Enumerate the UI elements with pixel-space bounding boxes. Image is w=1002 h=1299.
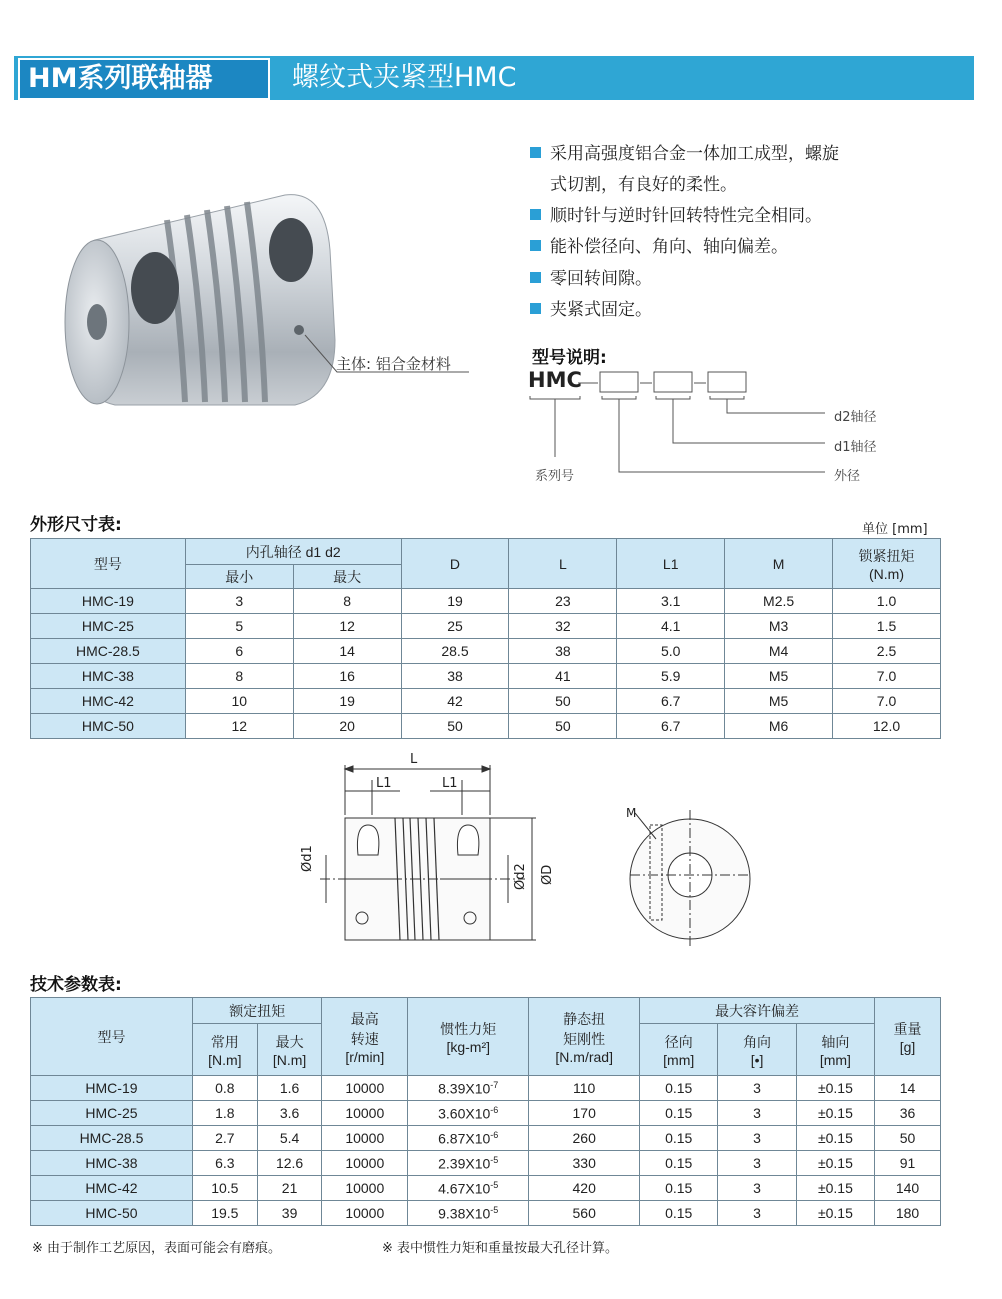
cell: 41 (509, 664, 617, 689)
cell: 0.15 (640, 1151, 718, 1176)
cell: ±0.15 (796, 1176, 874, 1201)
cell: 260 (529, 1126, 640, 1151)
col-header-speed: 最高 转速 [r/min] (322, 998, 408, 1076)
feature-item-4: 零回转间隙。 (530, 264, 652, 289)
col-header-bore-max: 最大 (293, 565, 401, 589)
header-title-left: HM系列联轴器 (20, 60, 268, 98)
cell-model: HMC-38 (31, 1151, 193, 1176)
bullet-icon (530, 147, 541, 158)
cell-inertia: $9.38X10^{-5}$ (408, 1201, 529, 1226)
cell-model: HMC-25 (31, 614, 186, 639)
cell: 12 (293, 614, 401, 639)
footnote-left: ※ 由于制作工艺原因，表面可能会有磨痕。 (32, 1241, 282, 1256)
cell: 42 (401, 689, 509, 714)
bullet-icon (530, 209, 541, 220)
cell: 10000 (322, 1101, 408, 1126)
material-callout: 主体: 铝合金材料 (336, 355, 451, 373)
cell: 10000 (322, 1176, 408, 1201)
cell: 6.7 (617, 714, 725, 739)
feature-item-1-cont: 式切割，有良好的柔性。 (550, 175, 737, 195)
dim-L1-left-label: L1 (376, 776, 392, 791)
cell: 0.15 (640, 1126, 718, 1151)
cell: 170 (529, 1101, 640, 1126)
col-header-weight: 重量 [g] (875, 998, 941, 1076)
tech-table (30, 997, 941, 1226)
cell: 21 (257, 1176, 322, 1201)
cell: 3 (718, 1126, 796, 1151)
table-row (31, 1151, 941, 1176)
feature-item-2: 顺时针与逆时针回转特性完全相同。 (530, 201, 822, 226)
dim-D-label: ØD (540, 864, 555, 885)
dim-L-label: L (410, 752, 418, 767)
cell: ±0.15 (796, 1076, 874, 1101)
cell: 420 (529, 1176, 640, 1201)
cell: 91 (875, 1151, 941, 1176)
cell: 330 (529, 1151, 640, 1176)
cell: 1.5 (833, 614, 941, 639)
model-code-d1-label: d1轴径 (834, 440, 877, 455)
cell: 3 (718, 1201, 796, 1226)
model-code-title: 型号说明: (532, 348, 607, 368)
cell: 36 (875, 1101, 941, 1126)
cell: 140 (875, 1176, 941, 1201)
cell: 16 (293, 664, 401, 689)
col-header-D: D (401, 539, 509, 589)
col-header-model: 型号 (31, 539, 186, 589)
bullet-icon (530, 240, 541, 251)
cell-inertia: $3.60X10^{-6}$ (408, 1101, 529, 1126)
cell: 7.0 (833, 689, 941, 714)
model-code-d2-label: d2轴径 (834, 410, 877, 425)
cell: M5 (725, 664, 833, 689)
col-header-radial: 径向 [mm] (640, 1024, 718, 1076)
cell: 19 (293, 689, 401, 714)
cell: 14 (293, 639, 401, 664)
cell: 5 (185, 614, 293, 639)
col-header-stiffness: 静态扭 矩刚性 [N.m/rad] (529, 998, 640, 1076)
cell: 23 (509, 589, 617, 614)
cell-inertia: $2.39X10^{-5}$ (408, 1151, 529, 1176)
footnote-right: ※ 表中惯性力矩和重量按最大孔径计算。 (382, 1241, 619, 1256)
cell: ±0.15 (796, 1101, 874, 1126)
cell: 6 (185, 639, 293, 664)
dim-M-label: M (626, 806, 637, 820)
cell: 10000 (322, 1076, 408, 1101)
model-code-series-label: 系列号 (535, 469, 575, 484)
cell: 50 (509, 714, 617, 739)
cell-model: HMC-19 (31, 589, 186, 614)
cell: 560 (529, 1201, 640, 1226)
model-code-prefix: HMC (528, 368, 582, 392)
cell: 3 (718, 1101, 796, 1126)
cell: 8 (185, 664, 293, 689)
cell: 4.1 (617, 614, 725, 639)
cell: M4 (725, 639, 833, 664)
cell: 0.8 (192, 1076, 257, 1101)
tech-table-title: 技术参数表: (30, 975, 122, 995)
cell: 5.0 (617, 639, 725, 664)
table-row (31, 714, 941, 739)
cell: 0.15 (640, 1101, 718, 1126)
table-row (31, 664, 941, 689)
dim-L1-right-label: L1 (442, 776, 458, 791)
cell: 3 (718, 1151, 796, 1176)
cell: 5.4 (257, 1126, 322, 1151)
cell: 6.3 (192, 1151, 257, 1176)
cell: 0.15 (640, 1076, 718, 1101)
dimension-table (30, 538, 941, 739)
cell-model: HMC-25 (31, 1101, 193, 1126)
cell: 5.9 (617, 664, 725, 689)
cell: 1.6 (257, 1076, 322, 1101)
table-row (31, 1076, 941, 1101)
col-header-misalignment: 最大容许偏差 (640, 998, 875, 1024)
cell-model: HMC-38 (31, 664, 186, 689)
cell-inertia: $4.67X10^{-5}$ (408, 1176, 529, 1201)
cell: 1.8 (192, 1101, 257, 1126)
cell: 10 (185, 689, 293, 714)
cell: 0.15 (640, 1201, 718, 1226)
cell: 3.1 (617, 589, 725, 614)
cell: 28.5 (401, 639, 509, 664)
cell: 19 (401, 589, 509, 614)
cell: 3 (718, 1076, 796, 1101)
cell-model: HMC-28.5 (31, 1126, 193, 1151)
cell: 10000 (322, 1126, 408, 1151)
header-title-right: 螺纹式夹紧型HMC (292, 62, 517, 93)
cell: 6.7 (617, 689, 725, 714)
col-header-rated-torque: 额定扭矩 (192, 998, 322, 1024)
cell: 3.6 (257, 1101, 322, 1126)
table-row (31, 1201, 941, 1226)
cell: 14 (875, 1076, 941, 1101)
cell: 0.15 (640, 1176, 718, 1201)
cell: 110 (529, 1076, 640, 1101)
col-header-L1: L1 (617, 539, 725, 589)
cell-model: HMC-50 (31, 1201, 193, 1226)
bullet-icon (530, 303, 541, 314)
feature-item-3: 能补偿径向、角向、轴向偏差。 (530, 232, 788, 257)
cell: 38 (401, 664, 509, 689)
col-header-model: 型号 (31, 998, 193, 1076)
cell: 3 (185, 589, 293, 614)
cell: M2.5 (725, 589, 833, 614)
cell: 10.5 (192, 1176, 257, 1201)
cell-inertia: $8.39X10^{-7}$ (408, 1076, 529, 1101)
table-row (31, 1101, 941, 1126)
model-code-outer-label: 外径 (834, 469, 861, 484)
dimension-table-unit: 单位 [mm] (862, 522, 928, 537)
col-header-M: M (725, 539, 833, 589)
table-row (31, 689, 941, 714)
cell: 32 (509, 614, 617, 639)
dim-d1-label: Ød1 (300, 845, 315, 872)
cell: 25 (401, 614, 509, 639)
table-row (31, 1176, 941, 1201)
col-header-bore-min: 最小 (185, 565, 293, 589)
col-header-axial: 轴向 [mm] (796, 1024, 874, 1076)
cell: 12.0 (833, 714, 941, 739)
cell: 7.0 (833, 664, 941, 689)
dim-d2-label: Ød2 (513, 863, 528, 890)
cell: ±0.15 (796, 1151, 874, 1176)
cell: 10000 (322, 1201, 408, 1226)
cell: M5 (725, 689, 833, 714)
table-row (31, 1126, 941, 1151)
cell: M6 (725, 714, 833, 739)
table-row (31, 589, 941, 614)
cell: 50 (875, 1126, 941, 1151)
cell: 10000 (322, 1151, 408, 1176)
cell: 2.5 (833, 639, 941, 664)
cell: 39 (257, 1201, 322, 1226)
cell: 3 (718, 1176, 796, 1201)
cell-inertia: $6.87X10^{-6}$ (408, 1126, 529, 1151)
dimension-table-title: 外形尺寸表: (30, 515, 122, 535)
cell: 12.6 (257, 1151, 322, 1176)
cell-model: HMC-42 (31, 1176, 193, 1201)
cell: 19.5 (192, 1201, 257, 1226)
table-row (31, 639, 941, 664)
col-header-torque-normal: 常用 [N.m] (192, 1024, 257, 1076)
feature-item-5: 夹紧式固定。 (530, 295, 652, 320)
col-header-torque-max: 最大 [N.m] (257, 1024, 322, 1076)
cell-model: HMC-50 (31, 714, 186, 739)
cell: 50 (401, 714, 509, 739)
cell: 20 (293, 714, 401, 739)
coupling-product-image (55, 180, 495, 420)
cell: 2.7 (192, 1126, 257, 1151)
cell: 12 (185, 714, 293, 739)
table-row (31, 614, 941, 639)
cell-model: HMC-42 (31, 689, 186, 714)
col-header-inertia: 惯性力矩 [kg-m²] (408, 998, 529, 1076)
col-header-L: L (509, 539, 617, 589)
cell: M3 (725, 614, 833, 639)
col-header-bore: 内孔轴径 d1 d2 (185, 539, 401, 565)
cell: ±0.15 (796, 1126, 874, 1151)
cell: ±0.15 (796, 1201, 874, 1226)
col-header-angular: 角向 [•] (718, 1024, 796, 1076)
cell: 50 (509, 689, 617, 714)
cell: 38 (509, 639, 617, 664)
cell: 1.0 (833, 589, 941, 614)
technical-drawing (300, 755, 760, 955)
cell: 180 (875, 1201, 941, 1226)
cell-model: HMC-19 (31, 1076, 193, 1101)
cell: 8 (293, 589, 401, 614)
col-header-torque: 锁紧扭矩 (N.m) (833, 539, 941, 589)
cell-model: HMC-28.5 (31, 639, 186, 664)
feature-item-1: 采用高强度铝合金一体加工成型，螺旋 (530, 139, 839, 164)
bullet-icon (530, 272, 541, 283)
